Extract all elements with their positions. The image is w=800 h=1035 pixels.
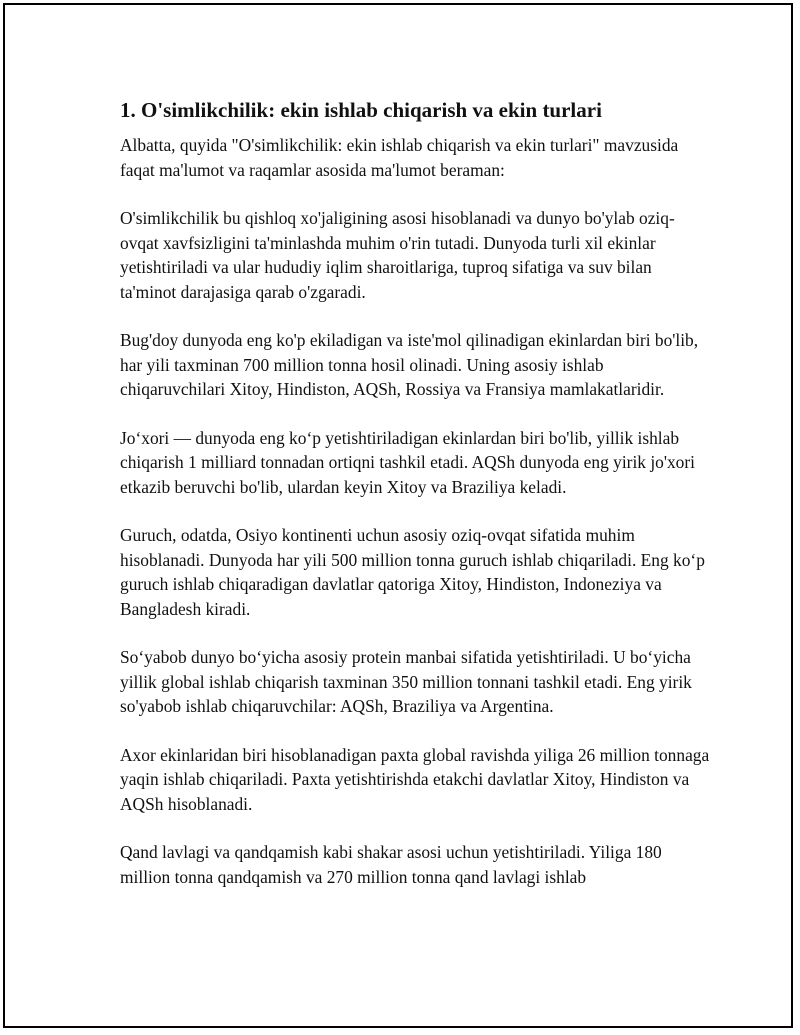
document-body xyxy=(120,95,710,913)
paragraph-soybean: So‘yabob dunyo bo‘yicha asosiy protein manbai sifatida yetishtiriladi. U bo‘yicha yillik global ishlab chiqarish taxminan 350 million tonnani tashkil etadi. Eng yirik so'yabob ishlab chiqaruvchilar: AQSh, Braziliya va Argentina. xyxy=(120,647,692,716)
section-heading: 1. O'simlikchilik: ekin ishlab chiqarish va ekin turlari xyxy=(120,98,602,122)
paragraph-sugar: Qand lavlagi va qandqamish kabi shakar asosi uchun yetishtiriladi. Yiliga 180 million tonna qandqamish va 270 million tonna qand lavlagi ishlab xyxy=(120,842,662,887)
paragraph-wheat: Bug'doy dunyoda eng ko'p ekiladigan va iste'mol qilinadigan ekinlardan biri bo'lib, har yili taxminan 700 million tonna hosil olinadi. Uning asosiy ishlab chiqaruvchilari Xitoy, Hindiston, AQSh, Rossiya va Fransiya mamlakatlaridir. xyxy=(120,330,699,399)
paragraph-corn: Jo‘xori — dunyoda eng ko‘p yetishtiriladigan ekinlardan biri bo'lib, yillik ishlab chiqarish 1 milliard tonnadan ortiqni tashkil etadi. AQSh dunyoda eng yirik jo'xori etkazib beruvchi bo'lib, ulardan keyin Xitoy va Braziliya keladi. xyxy=(120,427,696,497)
paragraph-intro: Albatta, quyida "O'simlikchilik: ekin ishlab chiqarish va ekin turlari" mavzusida faqat ma'lumot va raqamlar asosida ma'lumot beraman: xyxy=(120,135,679,180)
document-page xyxy=(3,3,793,1028)
paragraph-overview: O'simlikchilik bu qishloq xo'jaligining asosi hisoblanadi va dunyo bo'ylab oziq-ovqat xavfsizligini ta'minlashda muhim o'rin tutadi. Dunyoda turli xil ekinlar yetishtiriladi va ular hududiy iqlim sharoitlariga, tuproq sifatiga va suv bilan ta'minot darajasiga qarab o'zgaradi. xyxy=(120,208,675,302)
paragraph-rice: Guruch, odatda, Osiyo kontinenti uchun asosiy oziq-ovqat sifatida muhim hisoblanadi. Dunyoda har yili 500 million tonna guruch ishlab chiqariladi. Eng ko‘p guruch ishlab chiqaradigan davlatlar qatoriga Xitoy, Hindiston, Indoneziya va Bangladesh kiradi. xyxy=(120,525,705,619)
paragraph-cotton: Axor ekinlaridan biri hisoblanadigan paxta global ravishda yiliga 26 million tonnaga yaqin ishlab chiqariladi. Paxta yetishtirishda etakchi davlatlar Xitoy, Hindiston va AQSh hisoblanadi. xyxy=(120,744,710,814)
